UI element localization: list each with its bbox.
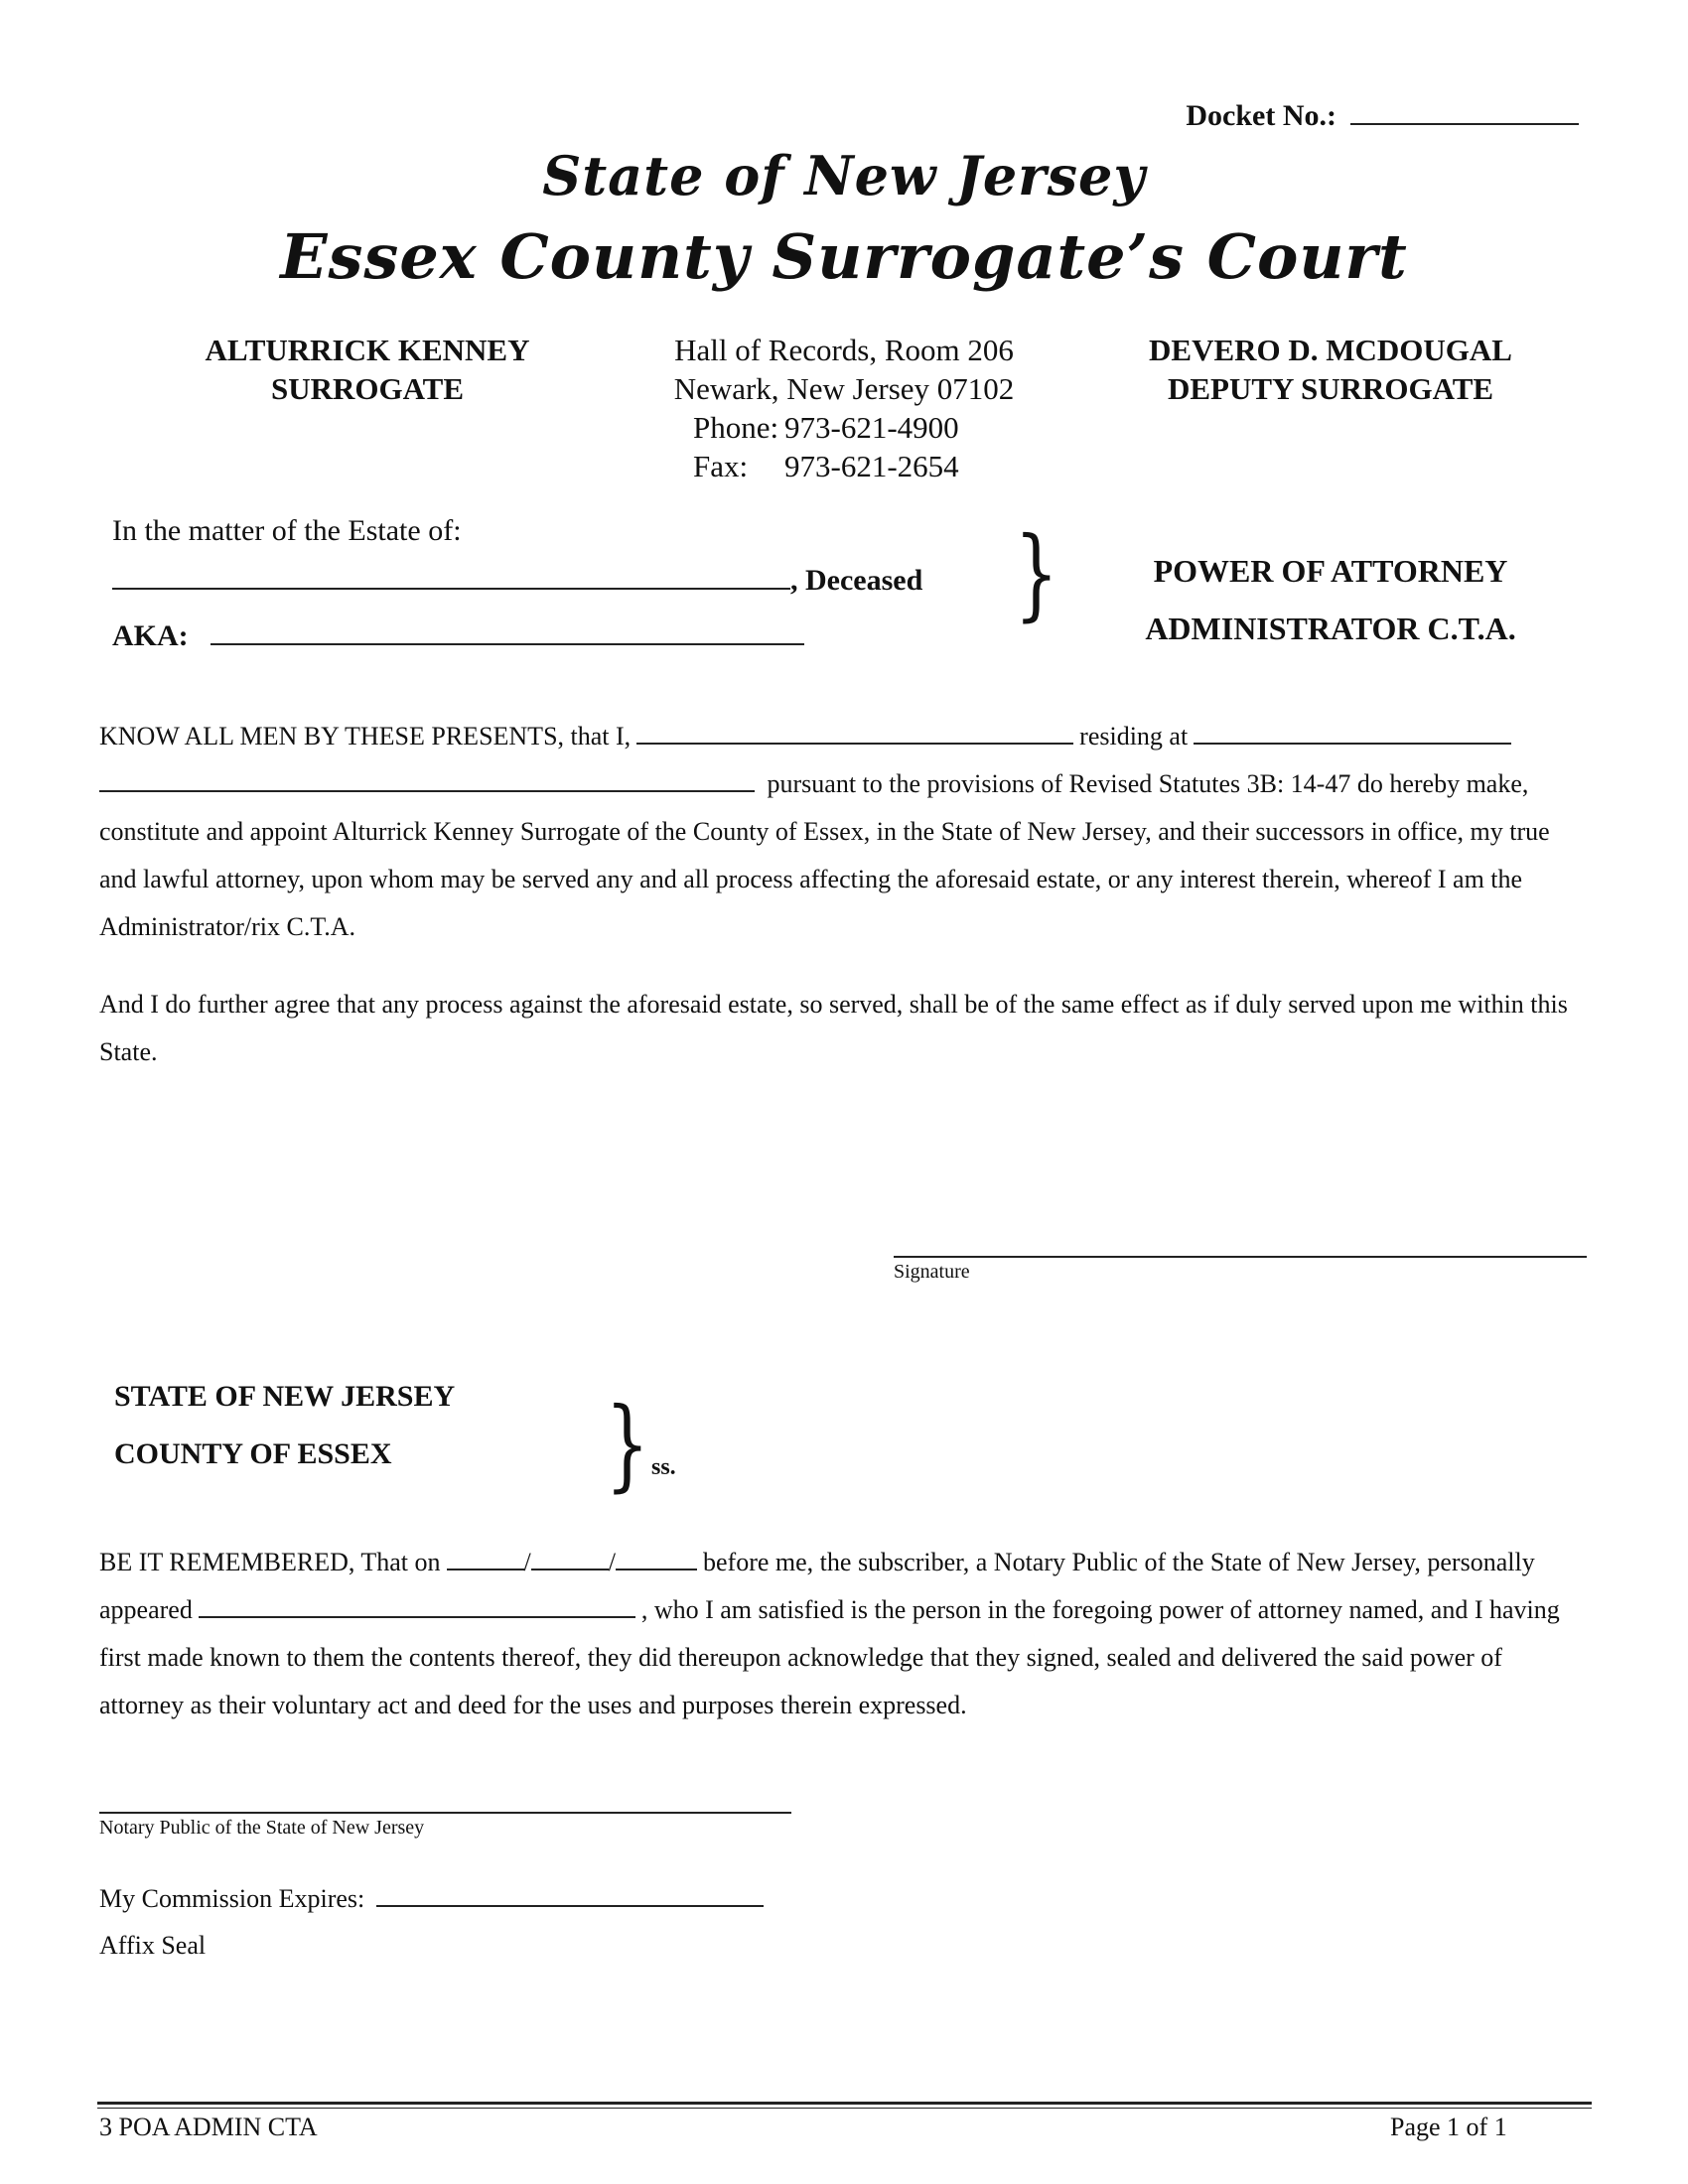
commission-expires-blank[interactable] [376, 1904, 764, 1907]
phone-row [616, 408, 1072, 447]
footer-form-id: 3 POA ADMIN CTA [99, 2113, 318, 2141]
signature-label: Signature [894, 1261, 970, 1283]
date-separator: / [608, 1548, 617, 1576]
footer-rule [97, 2102, 1592, 2105]
aka-row [112, 619, 804, 653]
date-year-blank[interactable] [616, 1543, 697, 1570]
phone-label: Phone: [693, 410, 779, 445]
address-block [616, 331, 1072, 485]
appointment-paragraph [99, 713, 1589, 951]
venue-brace-icon: } [605, 1386, 650, 1502]
venue-state: STATE OF NEW JERSEY [114, 1380, 456, 1413]
fax-number: 973-621-2654 [784, 449, 959, 483]
document-type [1102, 542, 1559, 657]
venue-ss: ss. [651, 1454, 676, 1480]
commission-row [99, 1884, 764, 1914]
deputy-title: DEPUTY SURROGATE [1167, 371, 1494, 406]
acknowledgment-paragraph [99, 1539, 1589, 1729]
date-separator: / [523, 1548, 531, 1576]
date-month-blank[interactable] [447, 1543, 524, 1570]
venue-county: COUNTY OF ESSEX [114, 1437, 392, 1470]
estate-name-row [112, 564, 922, 598]
date-day-blank[interactable] [531, 1543, 609, 1570]
surrogate-block [139, 331, 596, 408]
address-line-2: Newark, New Jersey 07102 [673, 371, 1015, 406]
signature-line[interactable] [894, 1256, 1587, 1258]
aka-label: AKA: [112, 619, 189, 652]
notary-label: Notary Public of the State of New Jersey [99, 1817, 425, 1839]
address-line-1: Hall of Records, Room 206 [674, 333, 1014, 367]
affix-seal-label: Affix Seal [99, 1931, 207, 1960]
docket-number-field [1186, 99, 1579, 133]
decedent-name-blank[interactable] [112, 587, 790, 590]
process-paragraph: And I do further agree that any process against the aforesaid estate, so served, shall be of the same effect as if duly served upon me within this State. [99, 990, 1568, 1066]
appearing-person-blank[interactable] [199, 1590, 635, 1618]
residence-blank-1[interactable] [1194, 717, 1511, 745]
p1-intro: KNOW ALL MEN BY THESE PRESENTS, that I, [99, 722, 632, 751]
deceased-label: , Deceased [790, 564, 923, 597]
aka-blank[interactable] [211, 642, 804, 645]
surrogate-title: SURROGATE [270, 371, 465, 406]
notary-signature-line[interactable] [99, 1812, 791, 1814]
docket-label: Docket No.: [1186, 99, 1336, 132]
caption-brace-icon: } [1014, 515, 1059, 631]
surrogate-name: ALTURRICK KENNEY [205, 333, 530, 367]
docket-blank[interactable] [1350, 122, 1579, 125]
p1-residing: residing at [1079, 722, 1189, 751]
ack-middle: before me, the subscriber, a Notary Public of the State of New Jersey, personally appeared [99, 1548, 1535, 1624]
commission-label: My Commission Expires: [99, 1884, 365, 1913]
document-type-line-2: ADMINISTRATOR C.T.A. [1145, 611, 1516, 646]
estate-intro: In the matter of the Estate of: [112, 514, 462, 547]
footer-page-number: Page 1 of 1 [1390, 2113, 1507, 2141]
title-court: Essex County Surrogate’s Court [280, 220, 1408, 293]
p1-body: pursuant to the provisions of Revised Statutes 3B: 14-47 do hereby make, constitute and appoint Alturrick Kenney Surrogate of the County of Essex, in the State of New Jersey, and their successors in office, my true and lawful attorney, upon whom may be served any and all process affecting the aforesaid estate, or any interest therein, whereof I am the Administrator/rix C.T.A. [99, 769, 1550, 941]
ack-body: , who I am satisfied is the person in the foregoing power of attorney named, and I having first made known to them the contents thereof, they did thereupon acknowledge that they signed, sealed and delivered the said power of attorney as their voluntary act and deed for the uses and purposes therein expressed. [99, 1595, 1560, 1719]
deputy-name: DEVERO D. MCDOUGAL [1149, 333, 1512, 367]
appointer-name-blank[interactable] [636, 717, 1073, 745]
footer-rule [97, 2108, 1592, 2109]
residence-blank-2[interactable] [99, 764, 755, 792]
document-type-line-1: POWER OF ATTORNEY [1153, 553, 1508, 589]
ack-intro: BE IT REMEMBERED, That on [99, 1548, 441, 1576]
phone-number: 973-621-4900 [784, 410, 959, 445]
deputy-block [1102, 331, 1559, 408]
title-state: State of New Jersey [542, 144, 1146, 207]
fax-row [616, 447, 1072, 485]
fax-label: Fax: [693, 449, 749, 483]
